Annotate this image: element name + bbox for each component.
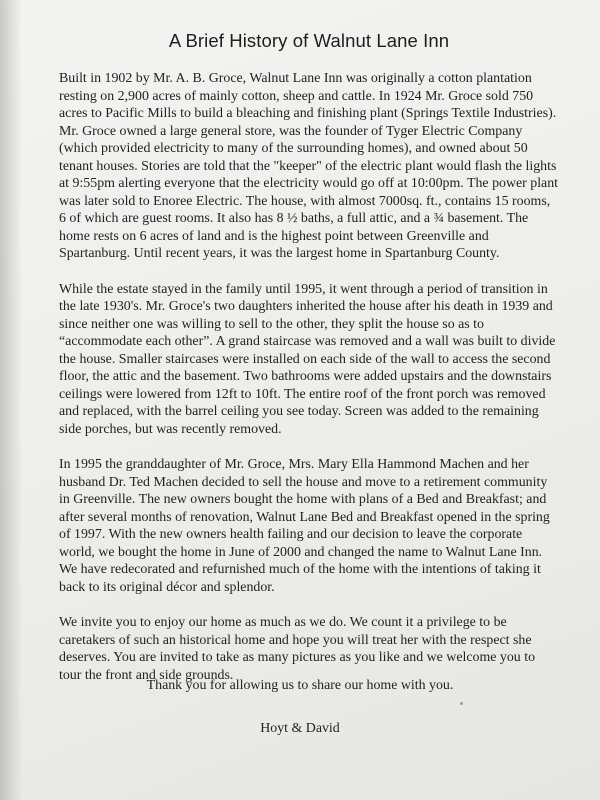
paragraph-new-owners: In 1995 the granddaughter of Mr. Groce, Mrs. Mary Ella Hammond Machen and her husband Dr. Ted Machen decided to sell the house and move to a retirement community in Greenville. The new owners bought the home with plans of a Bed and Breakfast; and after several months of renovation, Walnut Lane Bed and Breakfast opened in the spring of 1997. With the new owners health failing and our decision to leave the corporate world, we bought the home in June of 2000 and changed the name to Walnut Lane Inn. We have redecorated and refurnished much of the home with the intentions of taking it back to its original décor and splendor.: [59, 457, 550, 595]
paragraph-invitation: We invite you to enjoy our home as much as we do. We count it a privilege to be caretakers of such an historical home and hope you will treat her with the respect she deserves. You are invited to take as many pictures as you like and we welcome you to tour the front and side grounds.: [59, 615, 536, 683]
paragraph-history-origins: Built in 1902 by Mr. A. B. Groce, Walnut Lane Inn was originally a cotton plantation resting on 2,900 acres of mainly cotton, sheep and cattle. In 1924 Mr. Groce sold 750 acres to Pacific Mills to build a bleaching and finishing plant (Springs Textile Industries). Mr. Groce owned a large general store, was the founder of Tyger Electric Company (which provided electricity to many of the surrounding homes), and owned about 50 tenant houses. Stories are told that the "keeper" of the electric plant would flash the lights at 9:55pm alerting everyone that the electricity would go off at 10:00pm. The power plant was later sold to Enoree Electric. The house, with almost 7000sq. ft., contains 15 rooms, 6 of which are guest rooms. It also has 8 ½ baths, a full attic, and a ¾ basement. The home rests on 6 acres of land and is the highest point between Greenville and Spartanburg. Until recent years, it was the largest home in Spartanburg County.: [59, 71, 559, 261]
document-title: A Brief History of Walnut Lane Inn: [168, 30, 450, 51]
paragraph-transition: While the estate stayed in the family until 1995, it went through a period of transition in the late 1930's. Mr. Groce's two daughters inherited the house after his death in 1939 and since neither one was willing to sell to the other, they split the house so as to “accommodate each other”. A grand staircase was removed and a wall was built to divide the house. Smaller staircases were installed on each side of the wall to access the second floor, the attic and the basement. Two bathrooms were added upstairs and the downstairs ceilings were lowered from 12ft to 10ft. The entire roof of the front porch was removed and replaced, with the barrel ceiling you see today. Screen was added to the remaining side porches, but was recently removed.: [59, 281, 556, 437]
closing-line: Thank you for allowing us to share our home with you.: [146, 678, 454, 693]
document-body: [59, 30, 559, 684]
signature: Hoyt & David: [260, 721, 340, 736]
paper-speck: [460, 702, 463, 705]
